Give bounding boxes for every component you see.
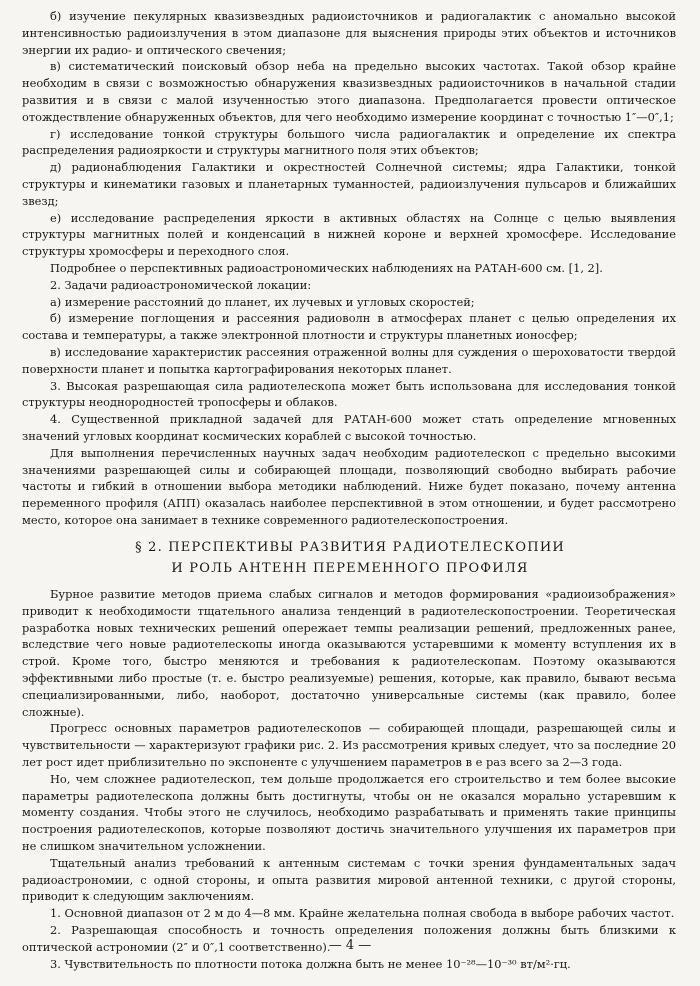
radiolocation-item-a: а) измерение расстояний до планет, их лучевых и угловых скоростей; [50,294,475,309]
task-item-v: в) систематический поисковый обзор неба на предельно высоких частотах. Такой обзор крайне необходим в связи с возможностью обнаружения квазизвездных радиоисточников в начальной стадии развития и в связи с малой изученностью этого диапазона. Предполагается провести оптическое отождествление обнаруженных объектов, для чего необходимо измерение координат с точностью 1″—0″,1; [22,59,676,124]
radiolocation-item-b: б) измерение поглощения и рассеяния радиоволн в атмосферах планет с целью определения их состава и температуры, а также электронной плотности и структуры планетных ионосфер; [22,311,676,343]
task-item-g: г) исследование тонкой структуры большого числа радиогалактик и определение их спектра распределения радиояркости и структуры магнитного поля этих объектов; [22,126,676,158]
section-heading-line-1: § 2. ПЕРСПЕКТИВЫ РАЗВИТИЯ РАДИОТЕЛЕСКОПИИ [135,540,565,555]
radiolocation-tasks-title: 2. Задачи радиоастрономической локации: [50,277,312,292]
radiolocation-item-v: в) исследование характеристик рассеяния отраженной волны для суждения о шероховатости твердой поверхности планет и попытка картографирования некоторых планет. [22,344,676,376]
analysis-paragraph: Тщательный анализ требований к антенным системам с точки зрения фундаментальных задач радиоастрономии, с одной стороны, и опыта развития мировой антенной техники, с другой стороны, приводит к следующим заключениям. [22,855,676,904]
page-number: — 4 — [328,938,372,953]
progress-paragraph: Прогресс основных параметров радиотелескопов — собирающей площади, разрешающей силы и чувствительности — характеризуют графики рис. 2. Из рассмотрения кривых следует, что за последние 20 лет рост идет приблизительно по экспоненте с улучшением параметров в e раз всего за 2—3 года. [22,721,676,769]
complexity-paragraph: Но, чем сложнее радиотелескоп, тем дольше продолжается его строительство и тем более высокие параметры радиотелескопа должны быть достигнуты, чтобы он не оказался морально устаревшим к моменту создания. Чтобы этого не случилось, необходимо разрабатывать и применять такие принципы построения радиотелескопов, которые позволяют достичь значительного улучшения их параметров при не слишком значительном усложнении. [22,771,676,853]
conclusion-item-1: 1. Основной диапазон от 2 м до 4—8 мм. Крайне желательна полная свобода в выборе рабочих частот. [50,906,675,921]
ratan-reference-paragraph: Подробнее о перспективных радиоастрономических наблюдениях на РАТАН-600 см. [1, 2]. [50,260,603,275]
section-tasks-list [22,8,676,529]
task-item-b: б) изучение пекулярных квазизвездных радиоисточников и радиогалактик с аномально высокой интенсивностью радиоизлучения в этом диапазоне для выяснения природы этих объектов и источников энергии их радио- и оптического свечения; [22,9,676,57]
summary-paragraph: Для выполнения перечисленных научных задач необходим радиотелескоп с предельно высокими значениями разрешающей силы и собирающей площади, позволяющий свободно выбирать рабочие частоты и гибкий в отношении выбора методики наблюдений. Ниже будет показано, почему антенна переменного профиля (АПП) оказалась наиболее перспективной в этом отношении, и будет рассмотрено место, которое она занимает в технике современного радиотелескопостроения. [22,445,676,527]
section-2-body [22,586,676,972]
task-4-paragraph: 4. Существенной прикладной задачей для РАТАН-600 может стать определение мгновенных значений угловых координат космических кораблей с высокой точностью. [22,412,676,443]
development-paragraph: Бурное развитие методов приема слабых сигналов и методов формирования «радиоизображения» приводит к необходимости тщательного анализа тенденций в радиотелескопостроении. Теоретическая разработка новых технических решений опережает темпы реализации решений, предложенных ранее, вследствие чего новые радиотелескопы иногда оказываются устаревшими к моменту вступления их в строй. Кроме того, быстро меняются и требования к радиотелескопам. Поэтому оказываются эффективными либо простые (т. е. быстро реализуемые) решения, которые, как правило, бывают весьма специализированными, либо, наоборот, достаточно универсальные системы (как правило, более сложные). [22,587,676,719]
task-item-e: е) исследование распределения яркости в активных областях на Солнце с целью выявления структуры магнитных полей и конденсаций в нижней короне и верхней хромосфере. Исследование структуры хромосферы и переходного слоя. [22,210,676,259]
conclusion-item-2: 2. Разрешающая способность и точность определения положения должны быть близкими к оптической астрономии (2″ и 0″,1 соответственно). [22,922,676,954]
section-heading [60,537,640,579]
conclusion-item-3: 3. Чувствительность по плотности потока должна быть не менее 10⁻²⁸—10⁻³⁰ вт/м²·гц. [50,956,571,971]
task-3-paragraph: 3. Высокая разрешающая сила радиотелескопа может быть использована для исследования тонкой структуры неоднородностей тропосферы и облаков. [22,378,676,410]
task-item-d: д) радионаблюдения Галактики и окрестностей Солнечной системы; ядра Галактики, тонкой структуры и кинематики газовых и планетарных туманностей, радиоизлучения пульсаров и ближайших звезд; [22,160,676,208]
section-heading-line-2: И РОЛЬ АНТЕНН ПЕРЕМЕННОГО ПРОФИЛЯ [171,561,529,576]
